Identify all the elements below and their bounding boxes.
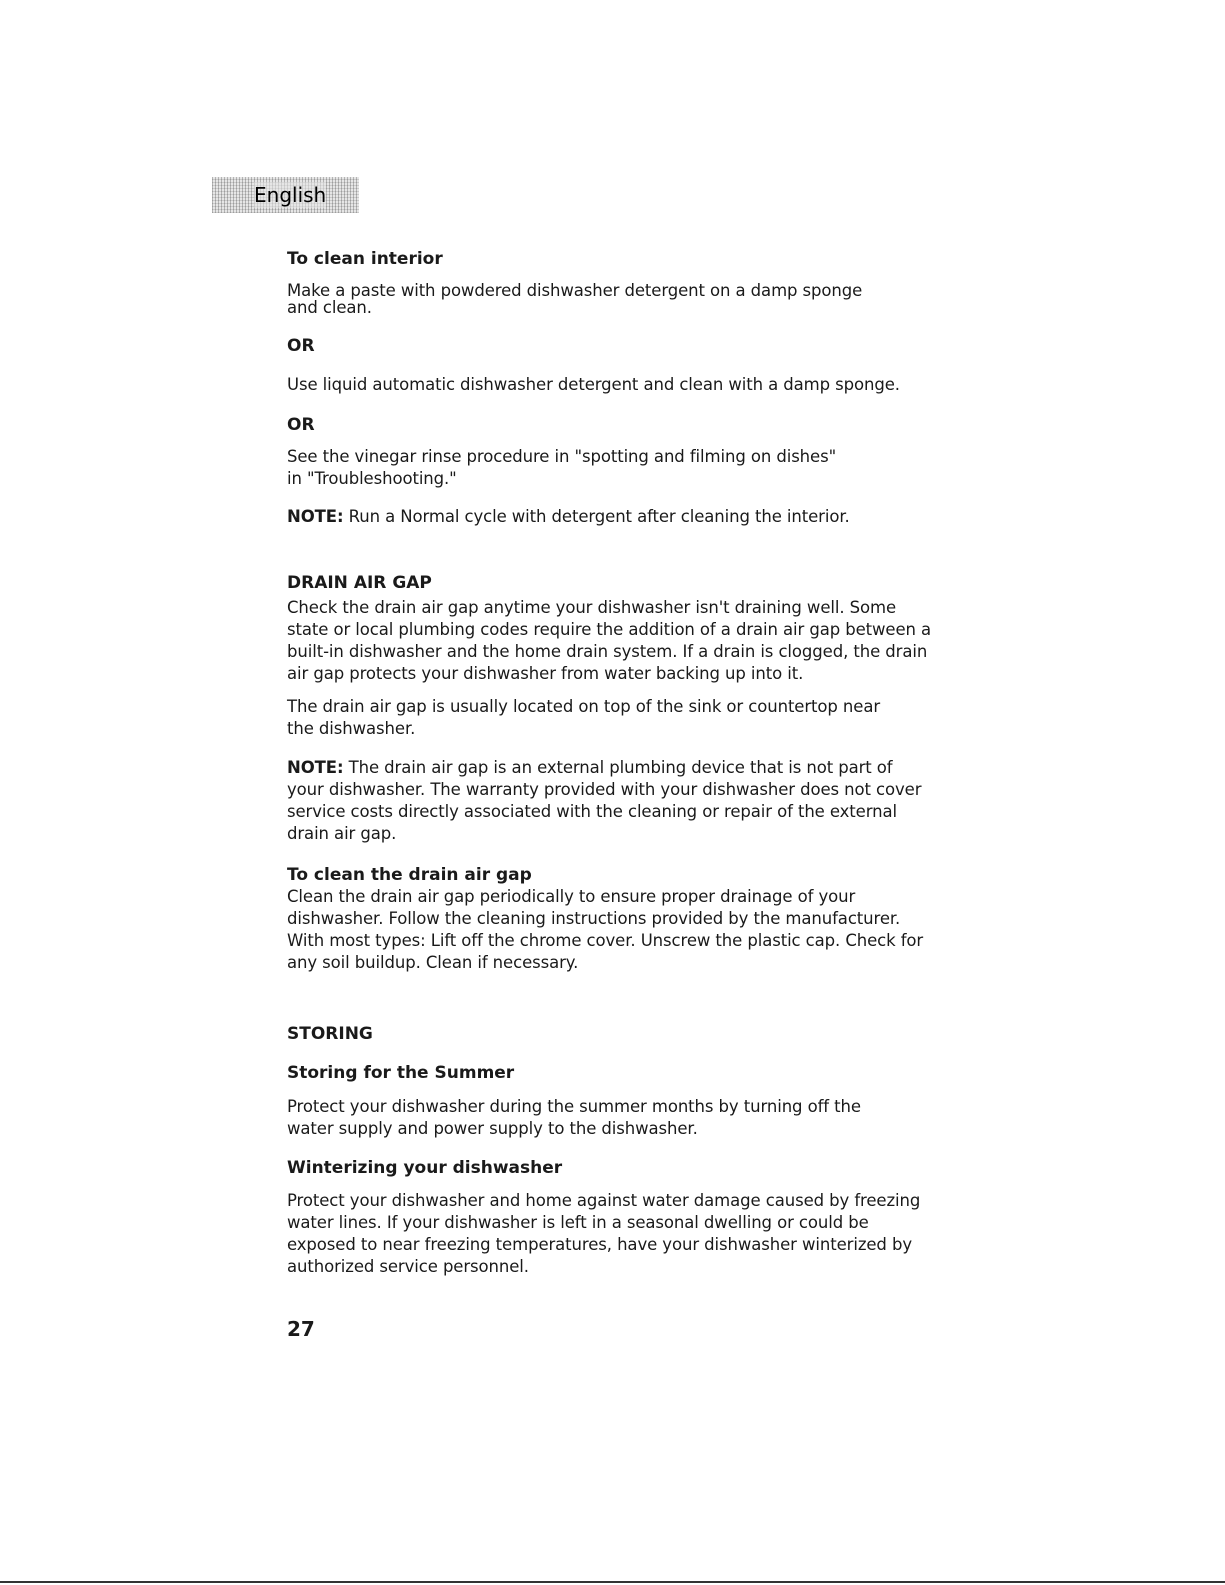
drain-air-gap-paragraph-2: The drain air gap is usually located on top of the sink or countertop near the dishwasher. xyxy=(287,697,881,738)
bottom-rule xyxy=(0,1581,1225,1583)
winterizing-paragraph: Protect your dishwasher and home against water damage caused by freezing water lines. If your dishwasher is left in a seasonal dwelling or could be exposed to near freezing temperatures, have your dishwasher winterized by authorized service personnel. xyxy=(287,1191,921,1276)
clean-interior-note xyxy=(287,506,932,528)
language-label: English xyxy=(254,183,327,207)
note-text: The drain air gap is an external plumbing device that is not part of your dishwasher. The warranty provided with your dishwasher does not cover service costs directly associated with the cleaning or repair of the external drain air gap. xyxy=(287,758,922,843)
language-tab xyxy=(212,177,359,213)
storing-heading: STORING xyxy=(287,1024,373,1044)
drain-air-gap-note xyxy=(287,757,932,845)
clean-interior-paragraph-1: Make a paste with powdered dishwasher detergent on a damp sponge and clean. xyxy=(287,281,863,317)
note-text: Run a Normal cycle with detergent after cleaning the interior. xyxy=(343,507,850,526)
drain-air-gap-paragraph-1: Check the drain air gap anytime your dishwasher isn't draining well. Some state or local plumbing codes require the addition of a drain air gap between a built-in dishwasher and the home drain system. If a drain is clogged, the drain air gap protects your dishwasher from water backing up into it. xyxy=(287,598,932,683)
page-number: 27 xyxy=(287,1317,315,1341)
storing-summer-paragraph: Protect your dishwasher during the summer months by turning off the water supply and power supply to the dishwasher. xyxy=(287,1097,861,1138)
or-separator-1: OR xyxy=(287,336,315,356)
clean-drain-air-gap-paragraph: Clean the drain air gap periodically to ensure proper drainage of your dishwasher. Follow the cleaning instructions provided by the manufacturer. With most types: Lift off the chrome cover. Unscrew the plastic cap. Check for any soil buildup. Clean if necessary. xyxy=(287,887,924,972)
drain-air-gap-heading: DRAIN AIR GAP xyxy=(287,573,432,593)
clean-interior-paragraph-3: See the vinegar rinse procedure in "spotting and filming on dishes" in "Troubleshooting." xyxy=(287,447,837,488)
clean-interior-heading: To clean interior xyxy=(287,249,443,269)
storing-summer-heading: Storing for the Summer xyxy=(287,1063,515,1083)
clean-drain-air-gap-heading: To clean the drain air gap xyxy=(287,865,532,885)
clean-interior-paragraph-2: Use liquid automatic dishwasher detergent and clean with a damp sponge. xyxy=(287,375,900,394)
winterizing-heading: Winterizing your dishwasher xyxy=(287,1158,563,1178)
note-label: NOTE: xyxy=(287,507,344,526)
note-label: NOTE: xyxy=(287,758,344,777)
or-separator-2: OR xyxy=(287,415,315,435)
